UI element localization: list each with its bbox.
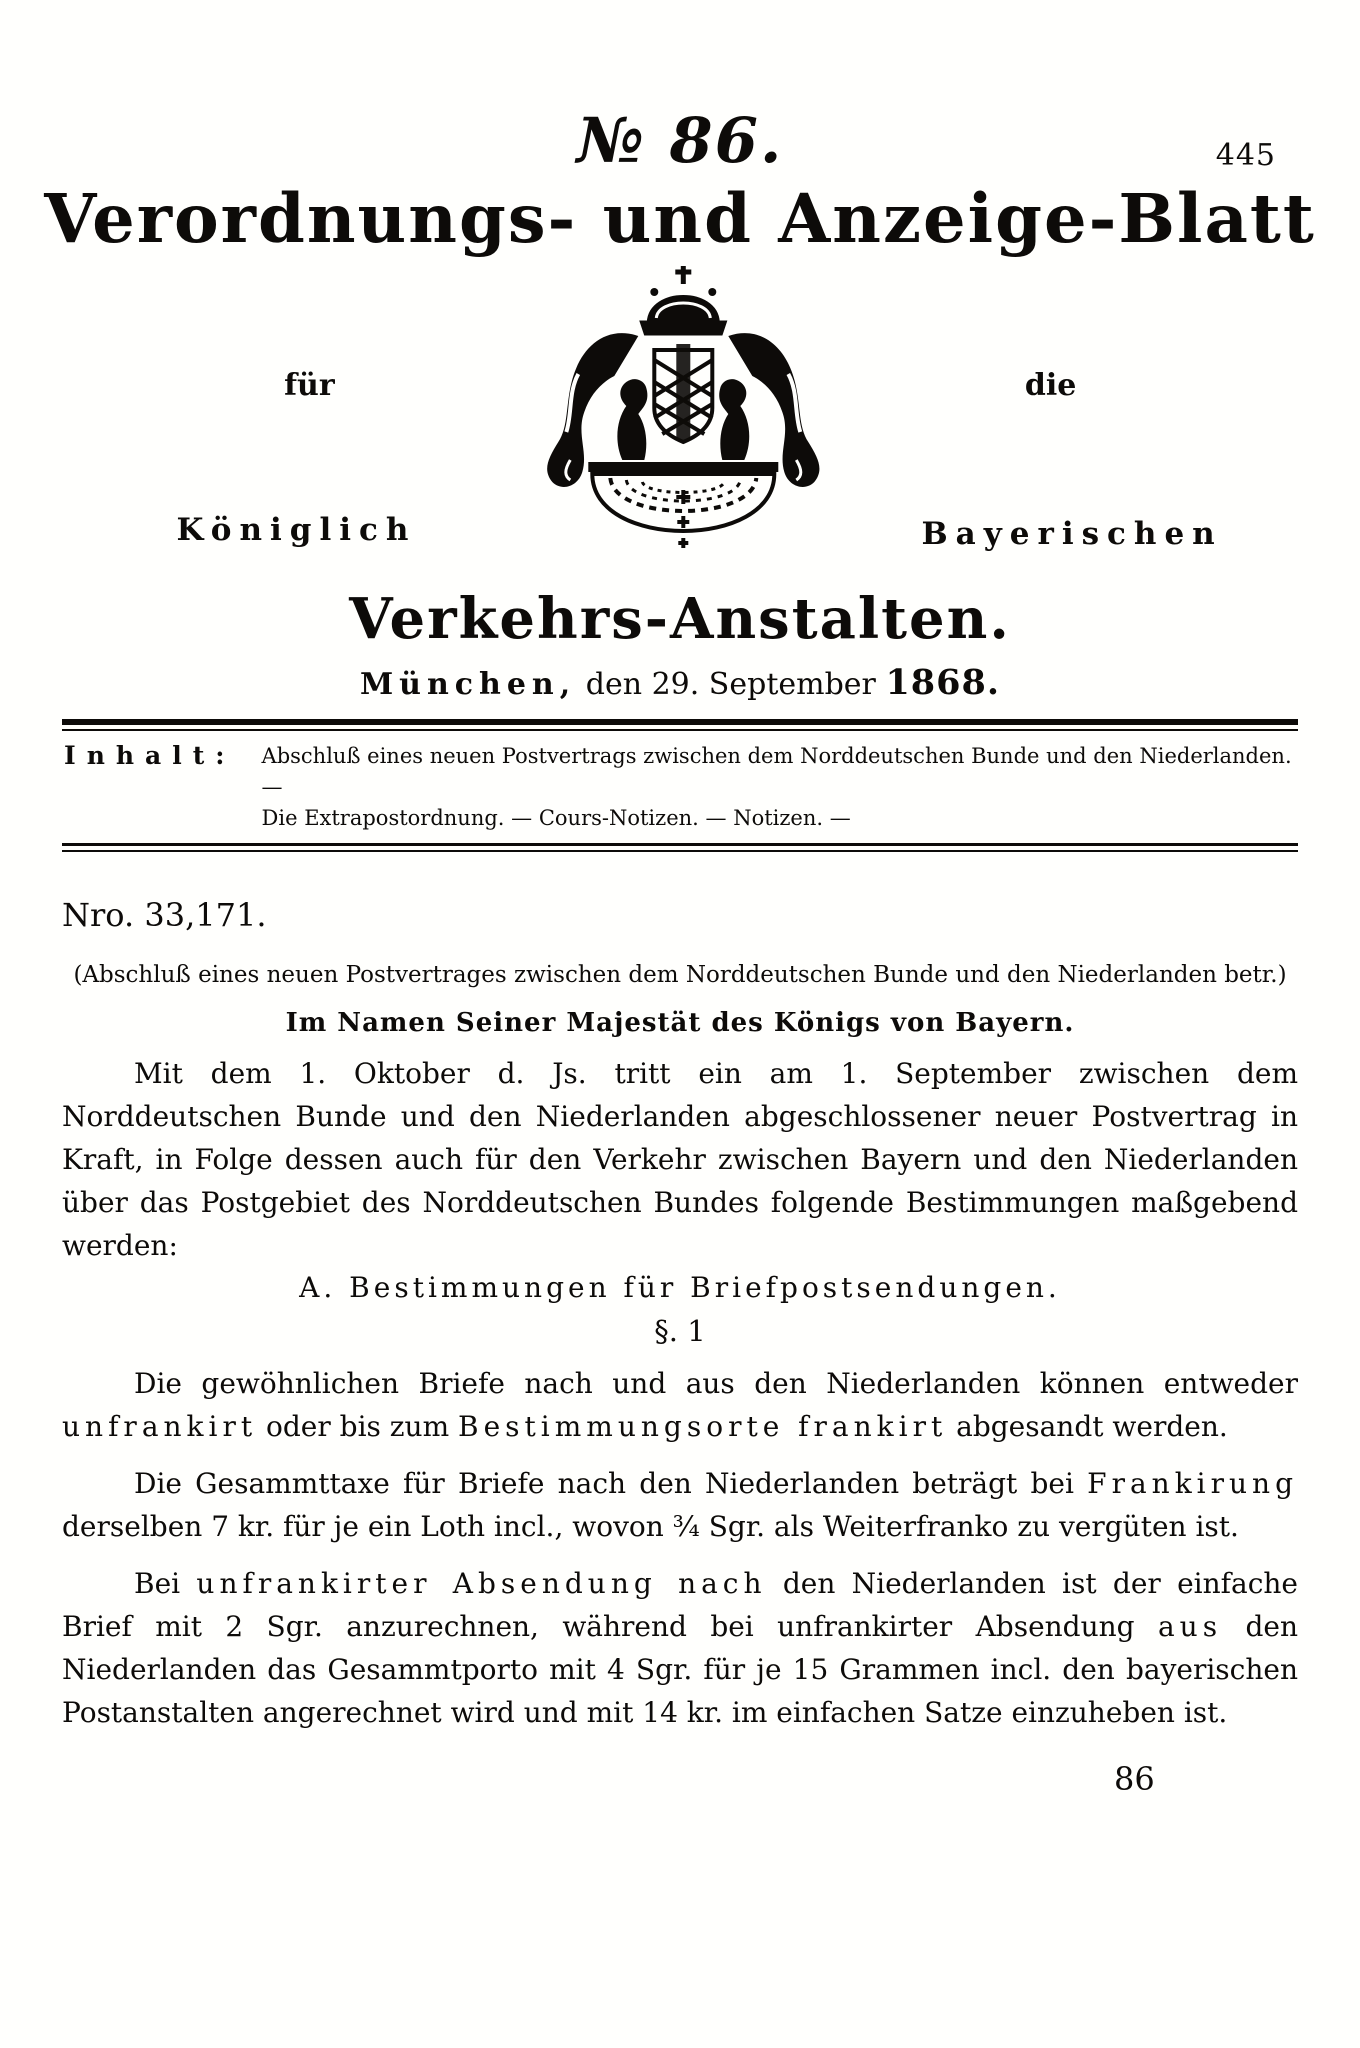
dateline-place: München, [359, 667, 577, 702]
dateline [0, 662, 1360, 703]
masthead-word-koeniglich: Königlich [176, 512, 417, 548]
paragraph-4-seg: den Niederlanden ist der einfache Brief mit 2 Sgr. anzurechnen, während bei unfrankirter Absendung [62, 1567, 1299, 1643]
paragraph-4-emph: aus [1157, 1610, 1223, 1643]
article-number: Nro. 33,171. [62, 896, 267, 934]
paragraph-3-seg: derselben 7 kr. für je ein Loth incl., wovon ¾ Sgr. als Weiterfranko zu vergüten ist. [62, 1510, 1239, 1543]
contents-block [64, 741, 1296, 834]
paragraph-2-seg: Die gewöhnlichen Briefe nach und aus den Niederlanden können entweder [134, 1367, 1298, 1400]
masthead-word-die: die [1024, 368, 1077, 403]
masthead-word-fuer: für [284, 368, 335, 403]
contents-label: Inhalt: [64, 741, 236, 770]
paragraph-1: Mit dem 1. Oktober d. Js. tritt ein am 1. September zwischen dem Norddeutschen Bunde und den Niederlanden abgeschlossener neuer Postvertrag in Kraft, in Folge dessen auch für den Verkehr zwischen Bayern und den Niederlanden über das Postgebiet des Norddeutschen Bundes folgende Bestimmungen maßgebend werden: [62, 1057, 1298, 1262]
divider-rule-bottom [62, 843, 1298, 852]
paragraph-2-emph: Bestimmungsorte frankirt [458, 1410, 948, 1443]
issue-number: № 86. [576, 104, 784, 177]
paragraph-2 [62, 1362, 1298, 1448]
masthead-word-bayerischen: Bayerischen [921, 516, 1223, 552]
paragraph-3-seg: Die Gesammttaxe für Briefe nach den Niederlanden beträgt bei [134, 1467, 1088, 1500]
coat-of-arms-icon [518, 264, 848, 576]
masthead-right-words [870, 264, 1300, 576]
masthead-organization: Verkehrs-Anstalten. [349, 586, 1011, 652]
paragraph-3-emph: Frankirung [1087, 1467, 1298, 1500]
paragraph-4-seg: den Niederlanden das Gesammtporto mit 4 Sgr. für je 15 Grammen incl. den bayerischen Postanstalten angerechnet wird und mit 14 kr. im einfachen Satze einzuheben ist. [62, 1610, 1298, 1729]
article-subject: (Abschluß eines neuen Postvertrages zwischen dem Norddeutschen Bunde und den Niederlanden betr.) [73, 962, 1287, 988]
contents-text [262, 741, 1296, 834]
masthead-arms-row [0, 264, 1360, 576]
dateline-date: den 29. September [585, 667, 876, 702]
section-a-heading: A. Bestimmungen für Briefpostsendungen. [299, 1271, 1061, 1304]
paragraph-4 [62, 1562, 1298, 1734]
article [62, 896, 1298, 1798]
dateline-year: 1868. [885, 662, 1001, 703]
paragraph-2-seg: abgesandt werden. [947, 1410, 1228, 1443]
paragraph-4-seg: Bei [134, 1567, 197, 1600]
paragraph-3 [62, 1462, 1298, 1548]
paragraph-2-emph: unfrankirt [62, 1410, 258, 1443]
paragraph-4-emph: unfrankirter Absendung nach [196, 1567, 767, 1600]
sheet-signature-mark: 86 [1114, 1760, 1155, 1798]
divider-rule-top [62, 719, 1298, 731]
page-number: 445 [1215, 138, 1276, 173]
masthead-left-words [60, 264, 490, 576]
section-paragraph-mark: §. 1 [654, 1314, 706, 1348]
masthead-title: Verordnungs- und Anzeige-Blatt [44, 179, 1316, 258]
article-proclamation: Im Namen Seiner Majestät des Königs von Bayern. [285, 1008, 1075, 1038]
paragraph-2-seg: oder bis zum [257, 1410, 459, 1443]
contents-line1: Abschluß eines neuen Postvertrags zwischen dem Norddeutschen Bunde und den Niederlanden. — [261, 744, 1292, 799]
contents-line2: Die Extrapostordnung. — Cours-Notizen. — Notizen. — [261, 806, 851, 830]
